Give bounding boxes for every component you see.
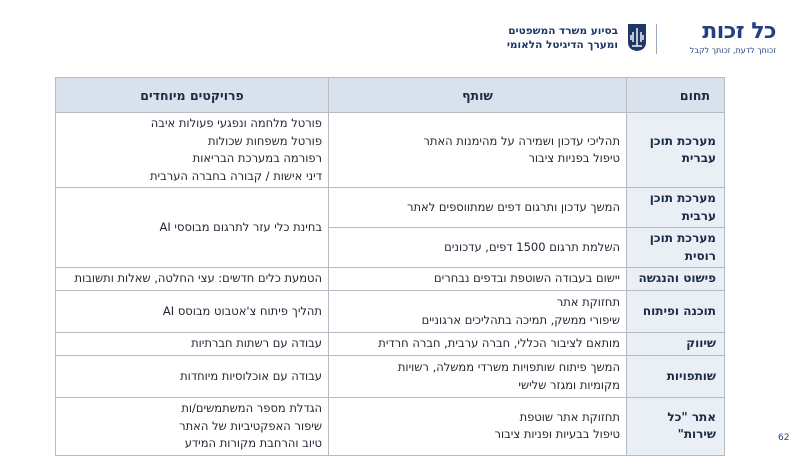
table-row (56, 268, 725, 291)
table-row (56, 398, 725, 456)
domain-cell: תוכנה ופיתוח (627, 291, 725, 333)
partner-cell (329, 228, 627, 268)
cell-line: רפורמה במערכת הבריאות (192, 151, 322, 165)
partner-cell (329, 398, 627, 456)
cell-line: הגדלת מספר המשתמשים/ות (181, 401, 322, 415)
kol-zchut-logo (656, 20, 776, 56)
cell-line: המשך עדכון ותרגום דפים שמתווספים לאתר (406, 199, 620, 214)
special-cell (56, 291, 329, 333)
cell-line: המשך פיתוח שותפויות משרדי ממשלה, רשויות (397, 360, 620, 374)
partner-cell (329, 113, 627, 188)
partner-cell (329, 291, 627, 333)
cell-line: הטמעת כלים חדשים: עצי החלטה, שאלות ותשובות (74, 271, 322, 286)
cell-line: עבודה עם רשתות חברתיות (191, 336, 322, 351)
cell-line: בחינת כלי עזר לתרגום מבוססי AI (159, 219, 322, 234)
table-row (56, 333, 725, 356)
table-row (56, 356, 725, 398)
header-partner: שותף (329, 78, 627, 113)
table-row (56, 188, 725, 228)
ministry-line-2: ומערך הדיגיטל הלאומי (506, 39, 618, 51)
partner-cell (329, 188, 627, 228)
special-cell (56, 113, 329, 188)
ministry-credit (507, 24, 618, 52)
partner-cell (329, 356, 627, 398)
partner-cell (329, 268, 627, 291)
logo-title: כל זכות (702, 19, 776, 44)
cell-line: מקומיות ומגזר שלישי (518, 377, 620, 392)
cell-line: תהליך פיתוח צ'אטבוט מבוסס AI (162, 303, 322, 318)
partner-cell (329, 333, 627, 356)
slide-number: 62 (778, 433, 790, 443)
cell-line: דיני אישות / קבורה בחברה הערבית (149, 168, 322, 183)
projects-table (55, 77, 725, 456)
slide-header (0, 0, 800, 70)
state-emblem-icon (626, 22, 648, 52)
domain-cell: מערכת תוכן ערבית (627, 188, 725, 228)
special-cell (56, 268, 329, 291)
table-row (56, 113, 725, 188)
special-cell (56, 188, 329, 268)
domain-cell: פישוט והנגשה (627, 268, 725, 291)
cell-line: טיפול בבעיות ופניות ציבור (494, 427, 620, 442)
cell-line: טיוב והרחבת מקורות המידע (184, 436, 322, 450)
cell-line: תחזוקת אתר שוטפת (519, 409, 620, 424)
cell-line: שיפורי ממשק, תמיכה בתהליכים ארגוניים (421, 312, 620, 327)
domain-cell: מערכת תוכן עברית (627, 113, 725, 188)
logo-tagline: זכותך לדעת, זכותך לקבל (689, 46, 776, 55)
domain-cell: אתר "כל שירות" (627, 398, 725, 456)
table-header-row (56, 78, 725, 113)
table-row (56, 291, 725, 333)
cell-line: עבודה עם אוכלוסיות מיוחדות (180, 368, 322, 383)
special-cell (56, 398, 329, 456)
cell-line: פורטל מלחמה ונפגעי פעולות איבה (150, 116, 322, 130)
ministry-line-1: בסיוע משרד המשפטים (508, 25, 618, 37)
header-divider (656, 24, 657, 54)
special-cell (56, 356, 329, 398)
header-domain: תחום (627, 78, 725, 113)
special-cell (56, 333, 329, 356)
projects-table-wrapper (56, 77, 725, 456)
cell-line: תחזוקת אתר (556, 295, 620, 309)
domain-cell: מערכת תוכן רוסית (627, 228, 725, 268)
cell-line: יישום בעבודה השוטפת ובדפים נבחרים (434, 271, 620, 286)
domain-cell: שותפויות (627, 356, 725, 398)
cell-line: תהליכי עדכון ושמירה על מהימנות האתר (423, 133, 620, 148)
cell-line: טיפול בפניות ציבור (528, 151, 620, 165)
header-special: פרויקטים מיוחדים (56, 78, 329, 113)
domain-cell: שיווק (627, 333, 725, 356)
cell-line: פורטל משפחות שכולות (207, 133, 322, 148)
cell-line: מותאם לציבור הכללי, חברה ערבית, חברה חרדית (378, 336, 620, 351)
cell-line: שיפור האפקטיביות של האתר (179, 418, 322, 433)
cell-line: השלמת תרגום 1500 דפים, עדכונים (444, 239, 620, 254)
